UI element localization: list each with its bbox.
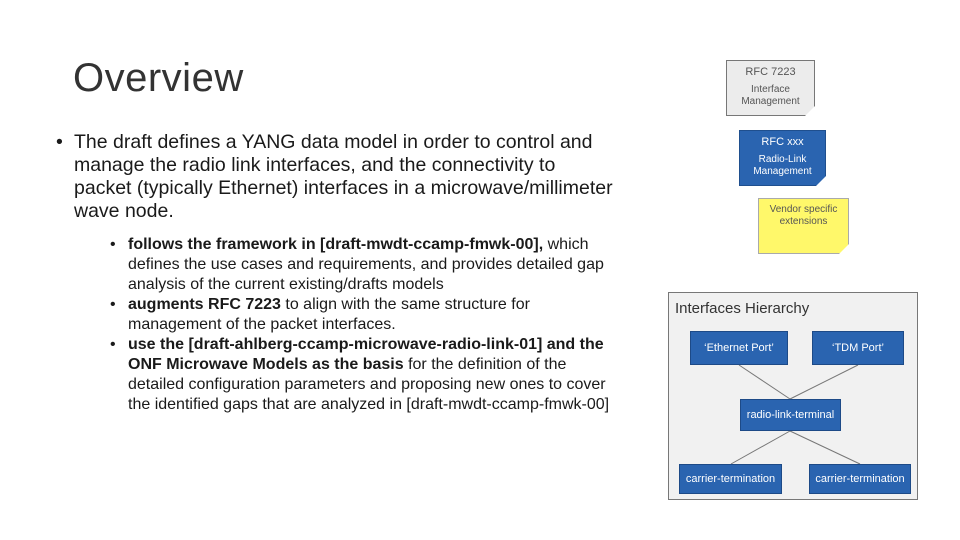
note-fold-icon bbox=[839, 244, 849, 254]
bullet-list bbox=[56, 131, 616, 415]
hierarchy-title: Interfaces Hierarchy bbox=[675, 300, 810, 317]
connector-tdm-rlt bbox=[790, 365, 858, 399]
radio-link-terminal-box: radio-link-terminal bbox=[740, 399, 841, 431]
sub-bullet-2-bold: augments RFC 7223 bbox=[128, 296, 281, 313]
slide-title: Overview bbox=[73, 56, 244, 100]
sub-bullet-3-text: for the definition of the detailed configuration parameters and proposing new ones to cover the identified gaps that are analyzed in [draft-mwdt-ccamp-fmwk-00] bbox=[128, 356, 610, 413]
rfcxxx-note bbox=[739, 130, 826, 186]
vendor-desc: Vendor specific extensions bbox=[769, 204, 838, 227]
sub-bullet-2-text: to align with the same structure for management of the packet interfaces. bbox=[128, 296, 530, 333]
rfc7223-title: RFC 7223 bbox=[745, 66, 796, 78]
tdm-port-box: ‘TDM Port’ bbox=[812, 331, 904, 365]
note-fold-icon bbox=[816, 176, 826, 186]
sub-bullet-list bbox=[56, 235, 616, 415]
rfc7223-desc: Interface Management bbox=[741, 84, 800, 107]
rfcxxx-title: RFC xxx bbox=[761, 136, 804, 148]
vendor-note bbox=[758, 198, 849, 254]
carrier-termination-box-1: carrier-termination bbox=[679, 464, 782, 494]
interfaces-hierarchy bbox=[668, 292, 918, 500]
connector-rlt-ct2 bbox=[790, 431, 860, 464]
sub-bullet-3-bold: use the [draft-ahlberg-ccamp-microwave-radio-link-01] and the ONF Microwave Models as the basis bbox=[128, 336, 604, 373]
ethernet-port-box: ‘Ethernet Port’ bbox=[690, 331, 788, 365]
main-bullet: • The draft defines a YANG data model in order to control and manage the radio link interfaces, and the connectivity to packet (typically Ethernet) interfaces in a microwave/millimeter wave node. bbox=[56, 131, 616, 223]
sub-bullet-1-bold: follows the framework in [draft-mwdt-ccamp-fmwk-00], bbox=[128, 236, 544, 253]
connector-rlt-ct1 bbox=[731, 431, 790, 464]
rfcxxx-desc: Radio-Link Management bbox=[753, 154, 812, 177]
connector-eth-rlt bbox=[739, 365, 790, 399]
sub-bullet-3 bbox=[110, 335, 616, 415]
sub-bullet-2 bbox=[110, 295, 616, 335]
note-fold-icon bbox=[805, 106, 815, 116]
sub-bullet-1 bbox=[110, 235, 616, 295]
carrier-termination-box-2: carrier-termination bbox=[809, 464, 911, 494]
rfc7223-note bbox=[726, 60, 815, 116]
sub-bullet-1-text: which defines the use cases and requirements, and provides detailed gap analysis of the current existing/drafts models bbox=[128, 236, 604, 293]
